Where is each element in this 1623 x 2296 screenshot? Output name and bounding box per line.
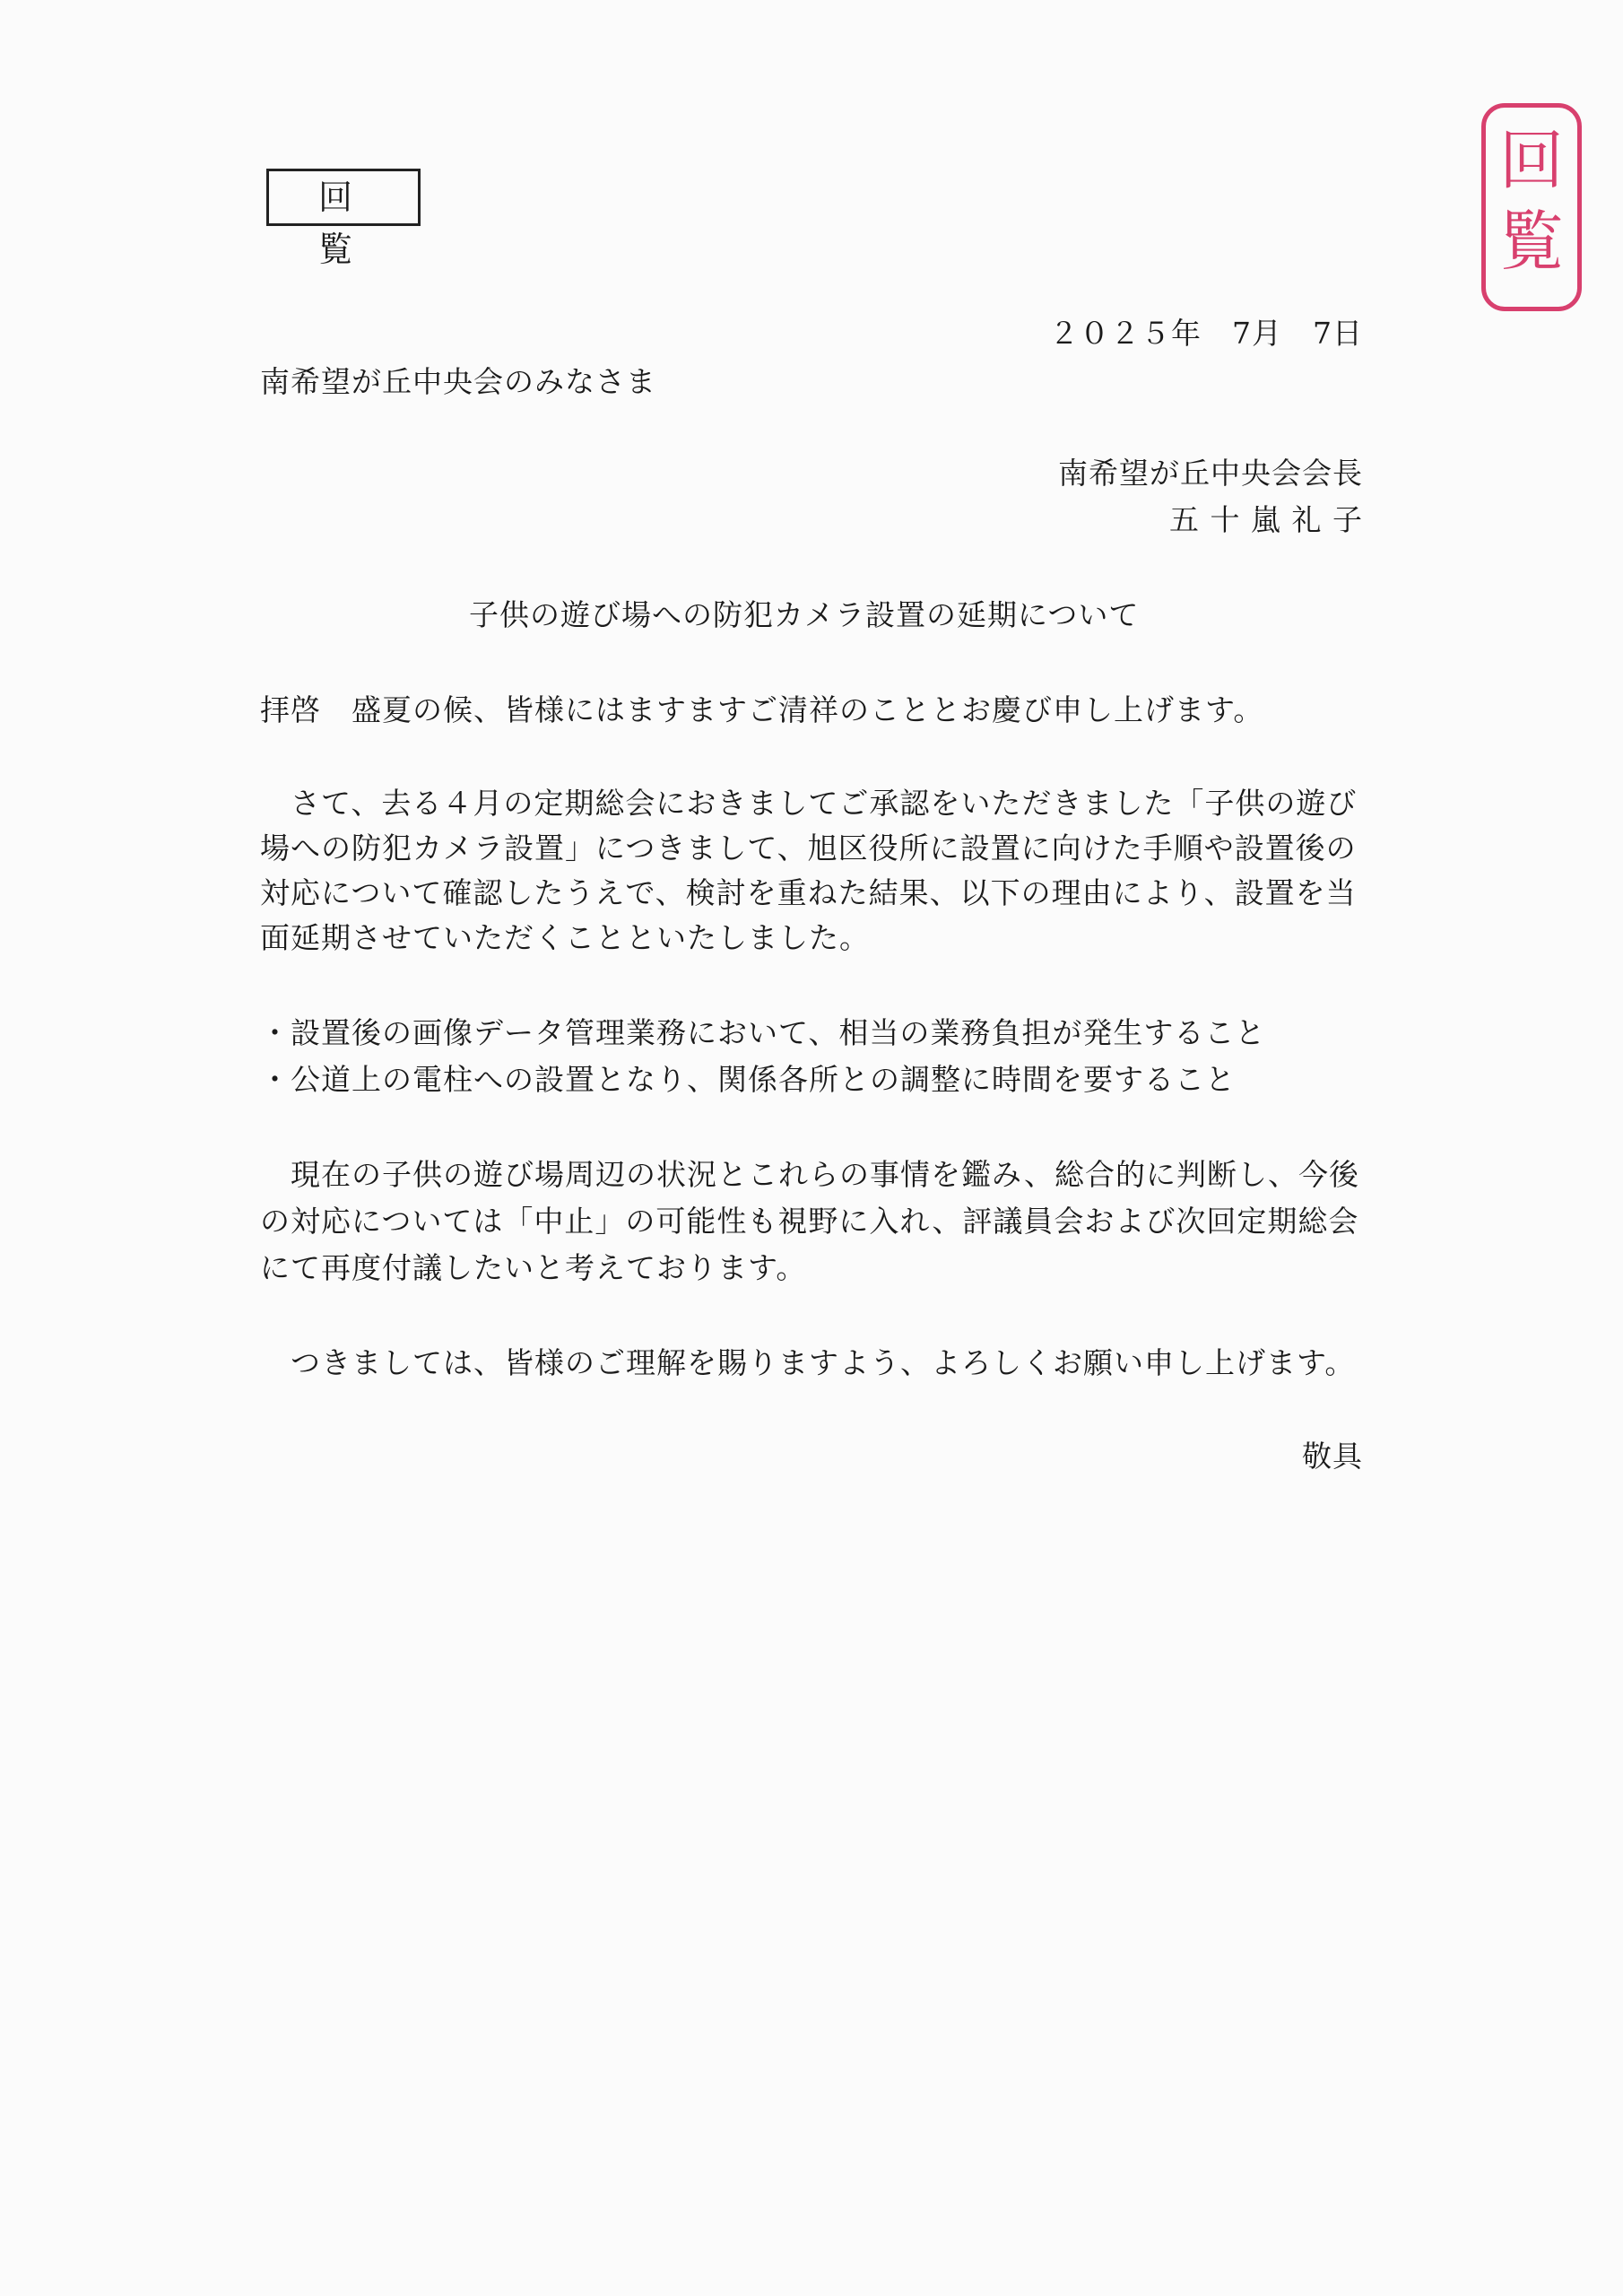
- paragraph-line: つきましては、皆様のご理解を賜りますよう、よろしくお願い申し上げます。: [260, 1345, 1356, 1380]
- stamp-char: 回: [1498, 123, 1564, 198]
- paragraph-line: さて、去る４月の定期総会におきましてご承認をいただきました「子供の遊び: [260, 786, 1358, 821]
- document-date: ２０２５年 7月 7日: [1049, 316, 1363, 351]
- greeting: 拝啓 盛夏の候、皆様にはますますご清祥のこととお慶び申し上げます。: [260, 692, 1264, 727]
- paragraph-line: 対応について確認したうえで、検討を重ねた結果、以下の理由により、設置を当: [260, 875, 1357, 910]
- paragraph-line: 面延期させていただくことといたしました。: [260, 920, 870, 955]
- sender-name: 五 十 嵐 礼 子: [1169, 502, 1363, 537]
- paragraph-line: 場への防犯カメラ設置」につきまして、旭区役所に設置に向けた手順や設置後の: [260, 831, 1357, 865]
- kairan-stamp: [1481, 103, 1582, 311]
- sender-org: 南希望が丘中央会会長: [1058, 456, 1363, 491]
- kairan-label-box: 回 覧: [266, 169, 421, 226]
- stamp-char: 覧: [1498, 204, 1564, 279]
- addressee: 南希望が丘中央会のみなさま: [260, 364, 656, 399]
- bullet-item: ・設置後の画像データ管理業務において、相当の業務負担が発生すること: [260, 1015, 1266, 1050]
- paragraph-line: にて再度付議したいと考えております。: [260, 1250, 807, 1285]
- document-title: 子供の遊び場への防犯カメラ設置の延期について: [469, 597, 1140, 632]
- closing: 敬具: [1302, 1439, 1363, 1474]
- paragraph-line: 現在の子供の遊び場周辺の状況とこれらの事情を鑑み、総合的に判断し、今後: [260, 1157, 1359, 1192]
- bullet-item: ・公道上の電柱への設置となり、関係各所との調整に時間を要すること: [260, 1062, 1236, 1097]
- paragraph-line: の対応については「中止」の可能性も視野に入れ、評議員会および次回定期総会: [260, 1204, 1359, 1239]
